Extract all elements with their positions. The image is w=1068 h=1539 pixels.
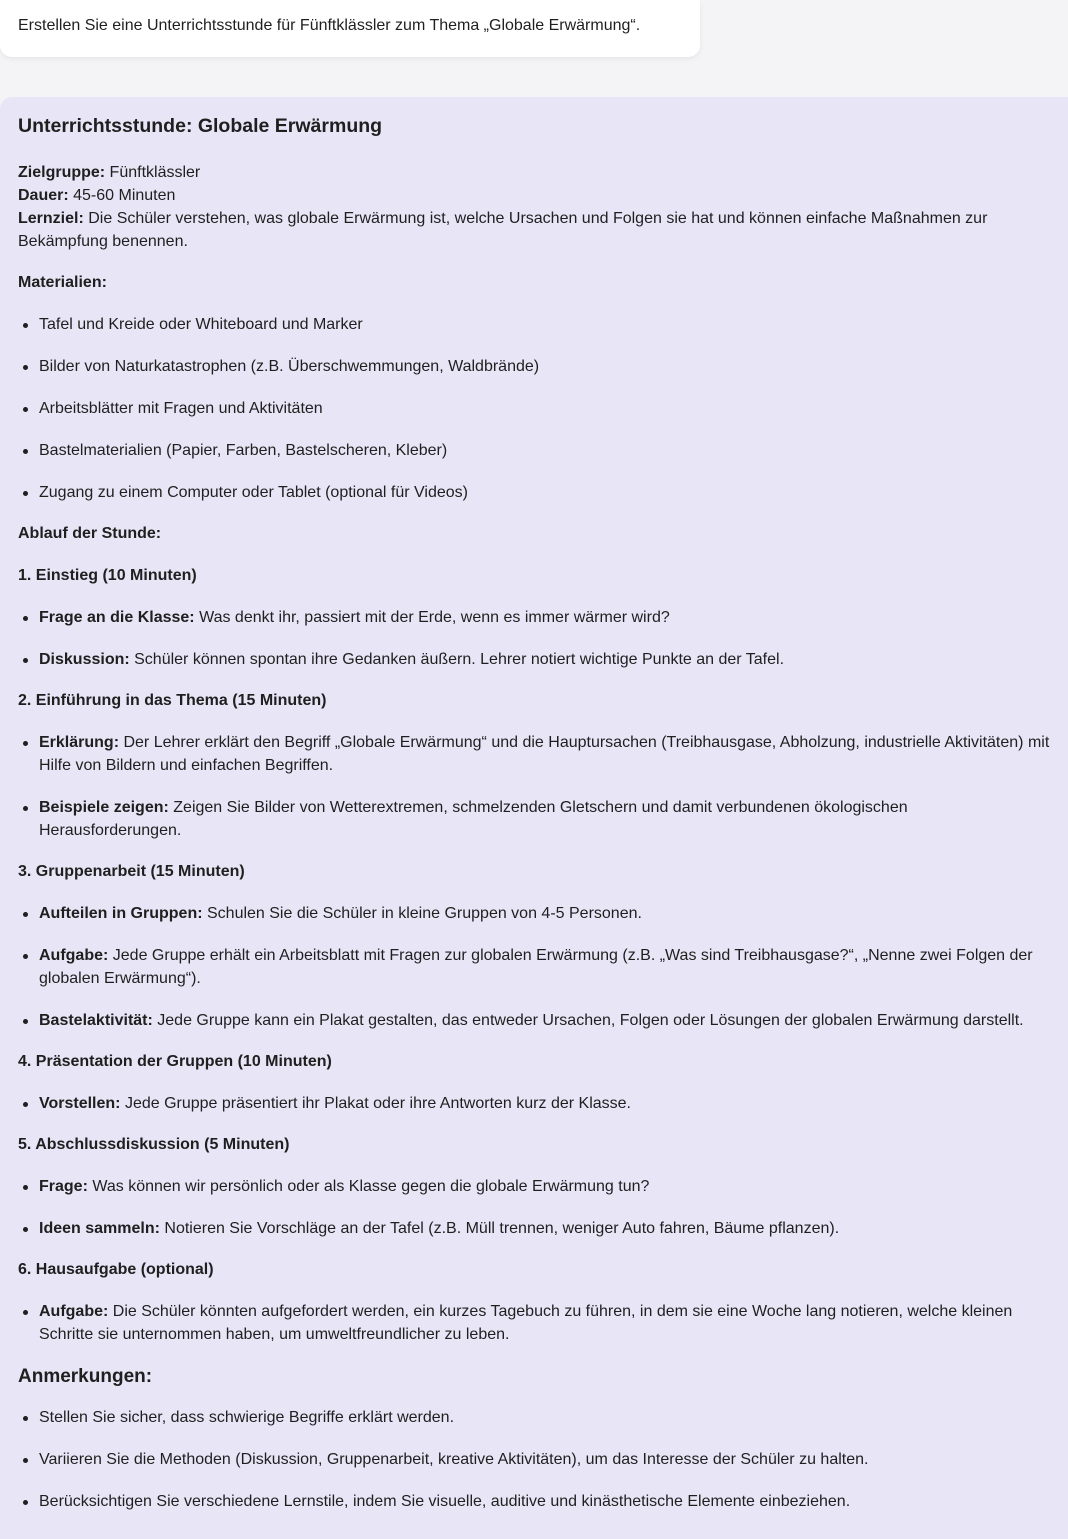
- step-heading: 6. Hausaufgabe (optional): [18, 1261, 214, 1278]
- list-item: Arbeitsblätter mit Fragen und Aktivitäten: [18, 397, 1050, 420]
- step-list: [18, 1092, 1050, 1115]
- list-item: Tafel und Kreide oder Whiteboard und Marker: [18, 313, 1050, 336]
- user-prompt-bubble: [0, 0, 700, 57]
- list-item: Aufteilen in Gruppen: Schulen Sie die Schüler in kleine Gruppen von 4-5 Personen.: [18, 902, 1050, 925]
- step-heading: 1. Einstieg (10 Minuten): [18, 567, 197, 584]
- list-item: Erklärung: Der Lehrer erklärt den Begriff „Globale Erwärmung“ und die Hauptursachen (Treibhausgase, Abholzung, industrielle Aktivitäten) mit Hilfe von Bildern und einfachen Begriffen.: [18, 731, 1050, 777]
- procedure-heading: Ablauf der Stunde:: [18, 525, 162, 542]
- step-heading: 2. Einführung in das Thema (15 Minuten): [18, 692, 327, 709]
- list-item: Stellen Sie sicher, dass schwierige Begriffe erklärt werden.: [18, 1406, 1050, 1429]
- list-item: Aufgabe: Jede Gruppe erhält ein Arbeitsblatt mit Fragen zur globalen Erwärmung (z.B. „Was sind Treibhausgase?“, „Nenne zwei Folgen der globalen Erwärmung“).: [18, 944, 1050, 990]
- list-item: Vorstellen: Jede Gruppe präsentiert ihr Plakat oder ihre Antworten kurz der Klasse.: [18, 1092, 1050, 1115]
- step-list: [18, 1300, 1050, 1346]
- lesson-meta: [18, 161, 1050, 253]
- meta-duration: Dauer: 45-60 Minuten: [18, 187, 176, 204]
- list-item: Berücksichtigen Sie verschiedene Lernstile, indem Sie visuelle, auditive und kinästhetische Elemente einbeziehen.: [18, 1490, 1050, 1513]
- list-item: Diskussion: Schüler können spontan ihre Gedanken äußern. Lehrer notiert wichtige Punkte an der Tafel.: [18, 648, 1050, 671]
- step-heading: 4. Präsentation der Gruppen (10 Minuten): [18, 1053, 332, 1070]
- list-item: Bilder von Naturkatastrophen (z.B. Überschwemmungen, Waldbrände): [18, 355, 1050, 378]
- list-item: Frage: Was können wir persönlich oder als Klasse gegen die globale Erwärmung tun?: [18, 1175, 1050, 1198]
- step-heading: 5. Abschlussdiskussion (5 Minuten): [18, 1136, 290, 1153]
- list-item: Ideen sammeln: Notieren Sie Vorschläge an der Tafel (z.B. Müll trennen, weniger Auto fahren, Bäume pflanzen).: [18, 1217, 1050, 1240]
- step-list: [18, 606, 1050, 671]
- list-item: Aufgabe: Die Schüler könnten aufgefordert werden, ein kurzes Tagebuch zu führen, in dem sie eine Woche lang notieren, welche kleinen Schritte sie unternommen haben, um umweltfreundlicher zu leben.: [18, 1300, 1050, 1346]
- materials-list: [18, 313, 1050, 504]
- list-item: Beispiele zeigen: Zeigen Sie Bilder von Wetterextremen, schmelzenden Gletschern und damit verbundenen ökologischen Herausforderungen.: [18, 796, 1050, 842]
- step-list: [18, 902, 1050, 1032]
- list-item: Zugang zu einem Computer oder Tablet (optional für Videos): [18, 481, 1050, 504]
- assistant-response: [0, 97, 1068, 1539]
- step-heading: 3. Gruppenarbeit (15 Minuten): [18, 863, 245, 880]
- list-item: Variieren Sie die Methoden (Diskussion, Gruppenarbeit, kreative Aktivitäten), um das Interesse der Schüler zu halten.: [18, 1448, 1050, 1471]
- list-item: Frage an die Klasse: Was denkt ihr, passiert mit der Erde, wenn es immer wärmer wird?: [18, 606, 1050, 629]
- list-item: Bastelaktivität: Jede Gruppe kann ein Plakat gestalten, das entweder Ursachen, Folgen oder Lösungen der globalen Erwärmung darstellt.: [18, 1009, 1050, 1032]
- notes-heading: Anmerkungen:: [18, 1366, 153, 1387]
- materials-heading: Materialien:: [18, 274, 107, 291]
- response-title: Unterrichtsstunde: Globale Erwärmung: [18, 115, 383, 137]
- notes-list: [18, 1406, 1050, 1513]
- list-item: Bastelmaterialien (Papier, Farben, Bastelscheren, Kleber): [18, 439, 1050, 462]
- step-list: [18, 1175, 1050, 1240]
- step-list: [18, 731, 1050, 842]
- meta-learning-goal: Lernziel: Die Schüler verstehen, was globale Erwärmung ist, welche Ursachen und Folgen sie hat und können einfache Maßnahmen zur Bekämpfung benennen.: [18, 210, 988, 250]
- user-prompt-text: Erstellen Sie eine Unterrichtsstunde für Fünftklässler zum Thema „Globale Erwärmung“.: [18, 17, 641, 34]
- meta-target-group: Zielgruppe: Fünftklässler: [18, 164, 201, 181]
